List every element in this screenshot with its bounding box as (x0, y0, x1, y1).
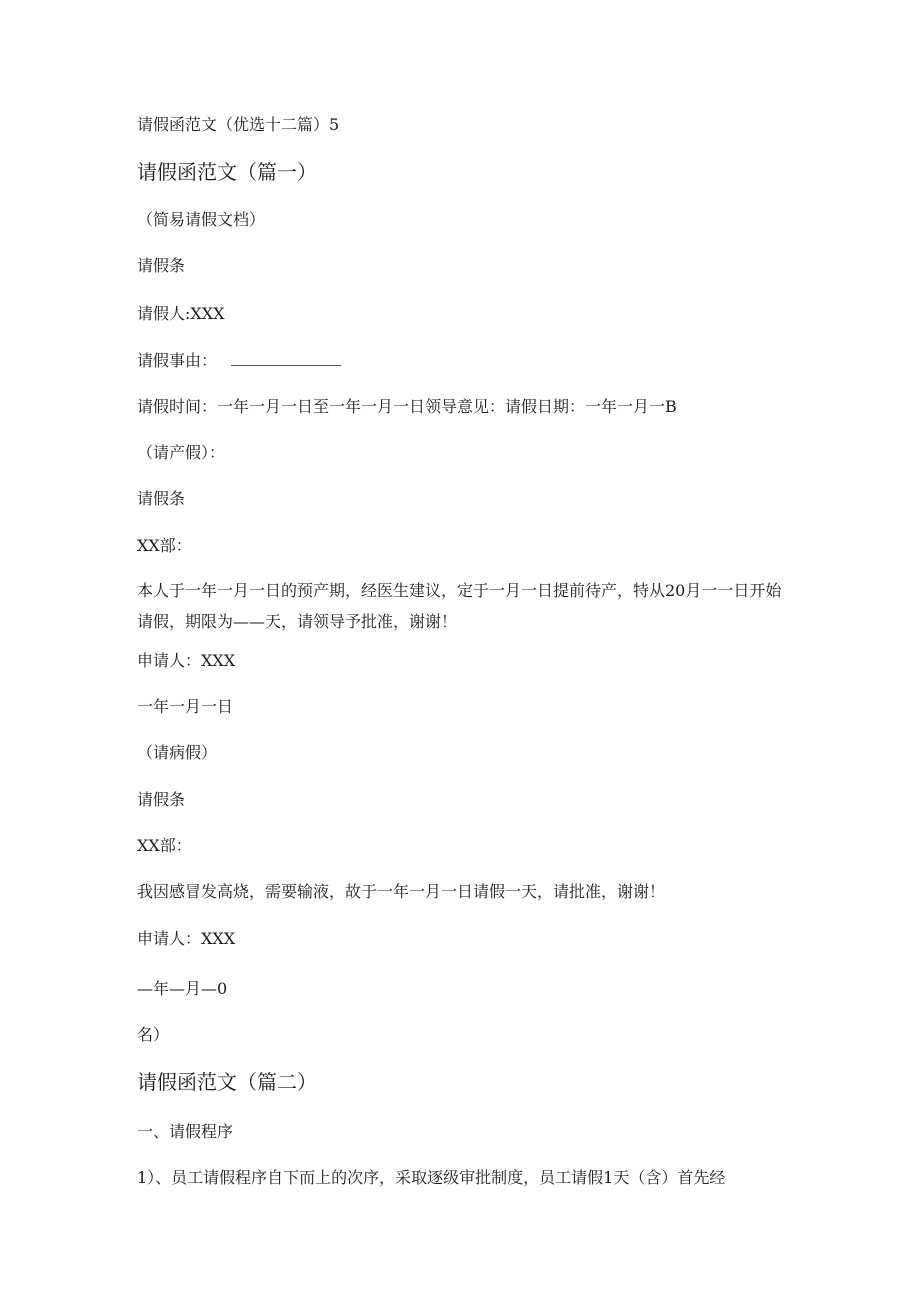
doc-subtitle: （简易请假文档） (137, 210, 266, 229)
section-heading-2: 请假函范文（篇二） (137, 1070, 317, 1094)
leave-reason (137, 350, 341, 372)
applicant-2: 申请人：XXX (137, 929, 236, 948)
procedure-heading: 一、请假程序 (137, 1122, 234, 1141)
signature-fragment: 名） (137, 1025, 170, 1044)
leave-note-title-3: 请假条 (137, 790, 186, 809)
date-1: 一年一月一日 (137, 697, 234, 716)
leave-reason-blank (231, 353, 341, 366)
leave-person: 请假人:XXX (137, 304, 225, 323)
leave-reason-label: 请假事由： (137, 351, 218, 370)
procedure-item-1: 1）、员工请假程序自下而上的次序，采取逐级审批制度，员工请假1天（含）首先经 (137, 1168, 726, 1187)
leave-time: 请假时间：一年一月一日至一年一月一日领导意见：请假日期：一年一月一B (137, 397, 677, 416)
applicant-1: 申请人：XXX (137, 651, 236, 670)
maternity-leave-label: （请产假）： (137, 443, 226, 462)
maternity-leave-body: 本人于一年一月一日的预产期，经医生建议，定于一月一日提前待产，特从20月一一日开始请假，期限为——天，请领导予批准，谢谢！ (137, 581, 782, 631)
section-heading-1: 请假函范文（篇一） (137, 160, 317, 184)
dept-salutation-1: XX部： (137, 536, 192, 555)
doc-title: 请假函范文（优选十二篇）5 (137, 115, 340, 134)
date-2: —年—月—0 (137, 979, 228, 998)
dept-salutation-2: XX部： (137, 836, 192, 855)
leave-note-title-2: 请假条 (137, 489, 186, 508)
leave-note-title-1: 请假条 (137, 256, 186, 275)
sick-leave-body: 我因感冒发高烧，需要输液，故于一年一月一日请假一天，请批准，谢谢！ (137, 882, 666, 901)
sick-leave-label: （请病假） (137, 743, 218, 762)
